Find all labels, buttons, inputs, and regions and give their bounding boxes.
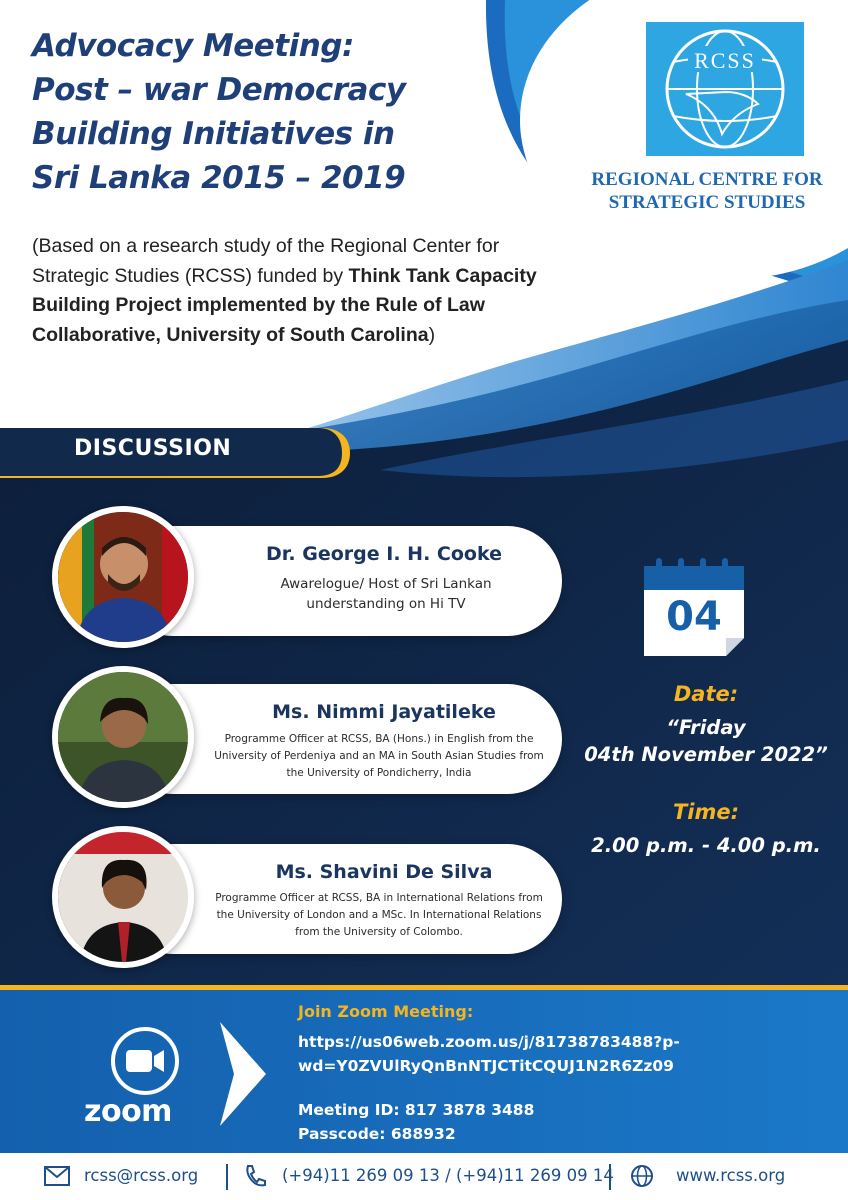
date-value	[556, 714, 848, 768]
speaker-photo	[52, 666, 194, 808]
portrait-placeholder-icon	[58, 672, 188, 802]
zoom-logo-text: zoom	[84, 1094, 172, 1129]
title-line-3: Building Initiatives in	[32, 116, 395, 152]
zoom-link-line-2[interactable]: wd=Y0ZVUlRyQnBnNTJCTitCQUJ1N2R6Zz09	[298, 1057, 674, 1075]
zoom-camera-icon	[110, 1026, 180, 1096]
event-title	[32, 24, 472, 200]
time-value: 2.00 p.m. - 4.00 p.m.	[591, 834, 821, 857]
globe-emblem-icon	[646, 22, 804, 156]
subtitle-close: )	[428, 323, 436, 346]
chevron-right-icon	[218, 1022, 268, 1126]
logo-emblem-text: RCSS	[694, 48, 756, 73]
speaker-photo	[52, 506, 194, 648]
footer-website[interactable]: www.rcss.org	[676, 1166, 786, 1185]
discussion-label: DISCUSSION	[74, 436, 232, 461]
email-icon	[44, 1166, 70, 1186]
subtitle-funder: Think Tank Capacity Building Project implemented by the Rule of Law Collaborative, University of South Carolina	[32, 264, 537, 346]
chevron-graphic	[218, 1022, 268, 1126]
speaker-photo	[52, 826, 194, 968]
title-line-2: Post – war Democracy	[32, 72, 406, 108]
speaker-name: Dr. George I. H. Cooke	[266, 543, 502, 565]
zoom-meeting-link[interactable]	[298, 1030, 680, 1078]
title-line-1: Advocacy Meeting:	[32, 28, 354, 64]
portrait-placeholder-icon	[58, 512, 188, 642]
speaker-name: Ms. Nimmi Jayatileke	[272, 701, 496, 723]
speaker-description: Awarelogue/ Host of Sri Lankan understanding on Hi TV	[280, 576, 492, 612]
email-graphic	[44, 1166, 70, 1186]
subtitle-intro: (Based on a research study of the Regional Center for Strategic Studies (RCSS) funded by	[32, 235, 500, 287]
rcss-logo	[646, 22, 804, 156]
organization-name-line-2: STRATEGIC STUDIES	[608, 192, 806, 213]
time-label: Time:	[672, 800, 740, 824]
speaker-description: Programme Officer at RCSS, BA in International Relations from the University of London and a MSc. In International Relations from the University of Colombo.	[215, 892, 543, 938]
date-label: Date:	[673, 682, 739, 706]
zoom-link-line-1[interactable]: https://us06web.zoom.us/j/81738783488?p-	[298, 1033, 680, 1051]
calendar-day: 04	[666, 594, 722, 640]
speaker-name: Ms. Shavini De Silva	[275, 861, 493, 883]
phone-graphic	[244, 1164, 266, 1188]
calendar-icon	[640, 556, 752, 660]
zoom-camera-graphic	[110, 1026, 180, 1096]
zoom-meeting-id: Meeting ID: 817 3878 3488	[298, 1101, 535, 1119]
phone-icon	[244, 1164, 266, 1188]
organization-name	[572, 168, 842, 214]
zoom-credentials	[298, 1098, 534, 1146]
portrait-placeholder-icon	[58, 832, 188, 962]
zoom-heading: Join Zoom Meeting:	[298, 1002, 474, 1021]
footer-phone[interactable]: (+94)11 269 09 13 / (+94)11 269 09 14	[282, 1166, 614, 1185]
date-value-line-1: “Friday	[666, 716, 746, 739]
zoom-passcode: Passcode: 688932	[298, 1125, 456, 1143]
organization-name-line-1: REGIONAL CENTRE FOR	[591, 169, 823, 190]
speaker-description: Programme Officer at RCSS, BA (Hons.) in English from the University of Perdeniya and an MA in South Asian Studies from the University of Pondicherry, India	[214, 733, 544, 779]
title-line-4: Sri Lanka 2015 – 2019	[32, 160, 406, 196]
event-subtitle	[32, 232, 537, 350]
date-value-line-2: 04th November 2022”	[584, 743, 828, 766]
globe-graphic	[630, 1164, 654, 1188]
footer-email[interactable]: rcss@rcss.org	[84, 1166, 199, 1185]
globe-icon	[630, 1164, 654, 1188]
